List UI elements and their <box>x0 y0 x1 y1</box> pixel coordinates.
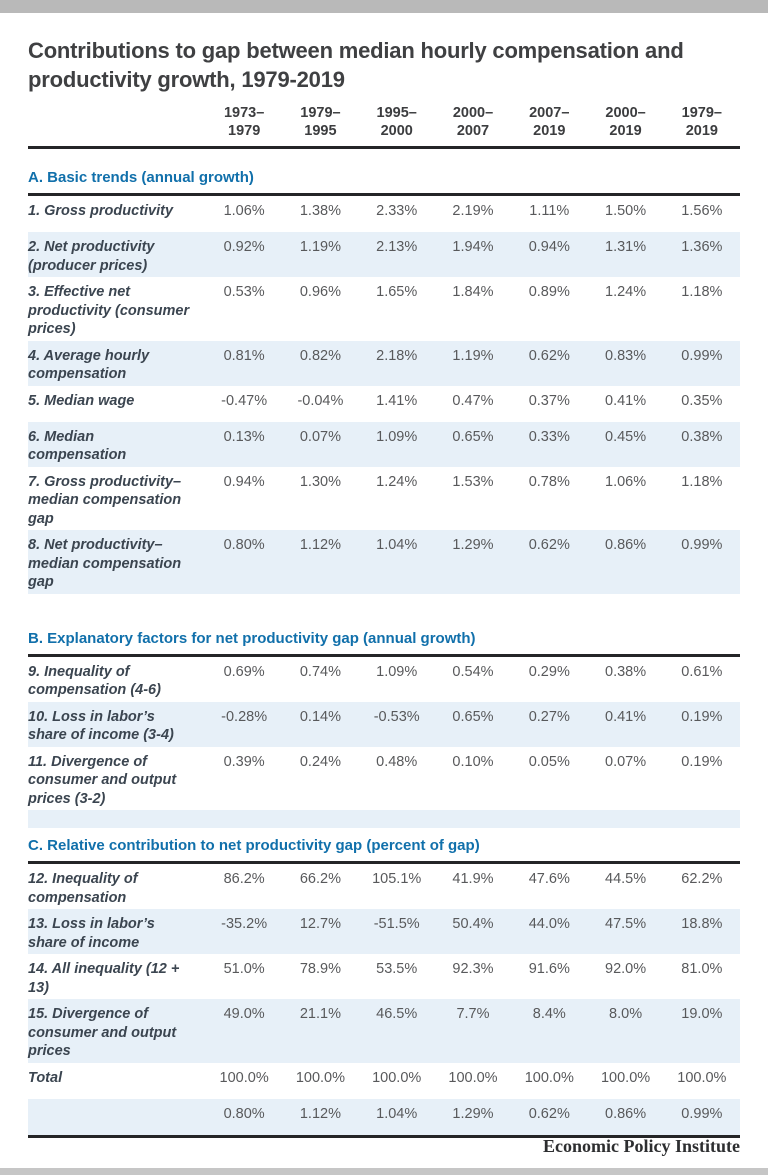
cell-value: 0.47% <box>452 392 494 409</box>
cell-value: 92.3% <box>452 961 494 977</box>
cell-value: 81.0% <box>681 961 723 977</box>
bottom-bar <box>0 1168 768 1175</box>
cell-value: 0.81% <box>223 347 265 364</box>
cell-value: 0.53% <box>223 284 265 300</box>
column-header-line1: 1995– <box>376 105 417 121</box>
cell-value: -0.53% <box>373 708 420 725</box>
cell-value: 50.4% <box>452 916 494 932</box>
cell-value: 1.38% <box>299 203 341 219</box>
table-figure <box>0 37 768 1138</box>
footer-brand: Economic Policy Institute <box>543 1136 740 1156</box>
cell-value: 62.2% <box>681 871 723 887</box>
row-label: 3. Effective net productivity (consumer prices) <box>28 284 190 337</box>
section-header: A. Basic trends (annual growth) <box>28 149 740 196</box>
cell-value: 0.80% <box>223 537 265 553</box>
column-header-line2: 2019 <box>533 123 566 139</box>
cell-value: 8.4% <box>532 1006 566 1022</box>
cell-value: 1.30% <box>299 473 341 490</box>
cell-value: 86.2% <box>223 871 265 887</box>
cell-value: 0.99% <box>681 1105 723 1122</box>
cell-value: 0.38% <box>605 663 647 680</box>
column-header-line1: 2000– <box>605 105 646 121</box>
table-body <box>28 149 740 1138</box>
cell-value: 1.19% <box>299 239 341 255</box>
cell-value: 0.14% <box>299 708 341 725</box>
cell-value: 1.31% <box>605 239 647 255</box>
table-row <box>28 909 740 954</box>
column-header <box>435 104 511 140</box>
row-label: 8. Net productivity–median compensation gap <box>28 537 182 590</box>
cell-value: 2.33% <box>376 203 418 219</box>
cell-value: 100.0% <box>600 1069 651 1086</box>
table-row <box>28 747 740 811</box>
column-header <box>282 104 358 140</box>
cell-value: 0.24% <box>299 753 341 770</box>
cell-value: 0.62% <box>528 347 570 364</box>
column-header <box>206 104 282 140</box>
cell-value: 0.33% <box>528 428 570 445</box>
column-header-row <box>28 104 740 149</box>
page-title: Contributions to gap between median hourly compensation and productivity growth, 1979-2019 <box>28 38 684 92</box>
cell-value: 0.83% <box>605 347 647 364</box>
cell-value: 1.11% <box>529 203 570 219</box>
column-header-line2: 1979 <box>228 123 261 139</box>
cell-value: 0.62% <box>528 537 570 553</box>
cell-value: 18.8% <box>681 916 723 932</box>
cell-value: 0.13% <box>223 428 265 445</box>
row-label: 12. Inequality of compensation <box>28 871 138 906</box>
section-spacer <box>28 594 740 610</box>
cell-value: 0.96% <box>299 284 341 300</box>
cell-value: 0.65% <box>452 708 494 725</box>
cell-value: 1.36% <box>681 239 723 255</box>
section-header: B. Explanatory factors for net productivity gap (annual growth) <box>28 610 740 657</box>
cell-value: 0.89% <box>528 284 570 300</box>
cell-value: 66.2% <box>299 871 341 887</box>
cell-value: 100.0% <box>372 1069 422 1086</box>
cell-value: 2.13% <box>376 239 418 255</box>
cell-value: 1.09% <box>376 428 418 445</box>
table-row <box>28 702 740 747</box>
cell-value: -0.28% <box>221 708 268 725</box>
cell-value: 0.27% <box>528 708 570 725</box>
cell-value: 0.61% <box>681 663 723 680</box>
table-row <box>28 341 740 386</box>
column-header <box>511 104 587 140</box>
cell-value: 0.99% <box>681 537 723 553</box>
row-label: 15. Divergence of consumer and output prices <box>28 1006 177 1059</box>
cell-value: 0.94% <box>223 473 265 490</box>
cell-value: 0.86% <box>605 1105 647 1122</box>
cell-value: 0.05% <box>528 753 570 770</box>
cell-value: 1.29% <box>452 1105 494 1122</box>
cell-value: 53.5% <box>376 961 418 977</box>
cell-value: -51.5% <box>373 916 420 932</box>
row-label: 5. Median wage <box>28 392 135 409</box>
cell-value: 12.7% <box>299 916 341 932</box>
table-row <box>28 422 740 467</box>
cell-value: 0.62% <box>528 1105 570 1122</box>
cell-value: 1.19% <box>452 347 494 364</box>
cell-value: -0.47% <box>221 392 268 409</box>
cell-value: 2.19% <box>452 203 494 219</box>
table-row <box>28 999 740 1063</box>
cell-value: 1.29% <box>452 537 494 553</box>
cell-value: 1.12% <box>299 537 341 553</box>
cell-value: 0.41% <box>605 708 647 725</box>
row-label: 11. Divergence of consumer and output prices (3-2) <box>28 753 177 807</box>
cell-value: 0.94% <box>528 239 570 255</box>
cell-value: 1.24% <box>376 473 418 490</box>
cell-value: 100.0% <box>295 1069 346 1086</box>
cell-value: 19.0% <box>681 1006 723 1022</box>
column-header-line1: 1979– <box>681 105 722 121</box>
table-row <box>28 657 740 702</box>
cell-value: 1.24% <box>605 284 647 300</box>
section-spacer <box>28 810 740 828</box>
cell-value: 1.18% <box>681 284 723 300</box>
cell-value: 0.07% <box>605 753 647 770</box>
cell-value: 1.04% <box>376 537 418 553</box>
cell-value: 0.99% <box>681 347 723 364</box>
table-row <box>28 232 740 277</box>
cell-value: 0.86% <box>605 537 647 553</box>
row-label: 4. Average hourly compensation <box>28 347 150 382</box>
cell-value: 0.92% <box>223 239 265 255</box>
cell-value: 1.53% <box>452 473 494 490</box>
cell-value: 92.0% <box>605 961 647 977</box>
cell-value: -35.2% <box>221 916 268 932</box>
cell-value: 8.0% <box>609 1006 643 1022</box>
cell-value: 1.65% <box>376 284 418 300</box>
row-label: 6. Median compensation <box>28 428 127 463</box>
cell-value: 100.0% <box>677 1069 727 1086</box>
cell-value: 100.0% <box>524 1069 574 1086</box>
cell-value: 1.06% <box>605 473 647 490</box>
cell-value: 21.1% <box>299 1006 341 1022</box>
column-header <box>587 104 663 140</box>
cell-value: 1.41% <box>376 392 418 409</box>
cell-value: 47.6% <box>528 871 570 887</box>
row-label: 2. Net productivity (producer prices) <box>28 239 155 274</box>
cell-value: 0.65% <box>452 428 494 445</box>
table-row <box>28 954 740 999</box>
top-bar <box>0 0 768 13</box>
table-row <box>28 1063 740 1099</box>
table-row <box>28 530 740 594</box>
cell-value: 51.0% <box>223 961 265 977</box>
cell-value: 0.19% <box>681 753 723 770</box>
cell-value: 78.9% <box>299 961 341 977</box>
column-header-line1: 2007– <box>529 105 570 121</box>
cell-value: 91.6% <box>528 961 570 977</box>
cell-value: 0.74% <box>299 663 341 680</box>
row-label: 7. Gross productivity–median compensation gap <box>28 473 182 527</box>
table-row <box>28 467 740 531</box>
cell-value: 1.50% <box>605 203 647 219</box>
cell-value: 0.82% <box>299 347 341 364</box>
cell-value: 1.09% <box>376 663 418 680</box>
cell-value: 0.48% <box>376 753 418 770</box>
cell-value: 0.80% <box>223 1105 265 1122</box>
cell-value: 0.78% <box>528 473 570 490</box>
cell-value: 47.5% <box>605 916 647 932</box>
row-label: 1. Gross productivity <box>28 203 174 219</box>
cell-value: 1.06% <box>223 203 265 219</box>
cell-value: 2.18% <box>376 347 418 364</box>
table-row <box>28 386 740 422</box>
cell-value: 0.35% <box>681 392 723 409</box>
cell-value: 0.54% <box>452 663 494 680</box>
cell-value: 0.37% <box>528 392 570 409</box>
table-row <box>28 1099 740 1135</box>
cell-value: 49.0% <box>223 1006 265 1022</box>
cell-value: 1.56% <box>681 203 723 219</box>
cell-value: 7.7% <box>456 1006 490 1022</box>
cell-value: -0.04% <box>297 392 344 409</box>
cell-value: 44.5% <box>605 871 647 887</box>
cell-value: 100.0% <box>448 1069 498 1086</box>
table-row <box>28 196 740 232</box>
column-header-line2: 2007 <box>456 123 490 139</box>
cell-value: 0.69% <box>223 663 265 680</box>
cell-value: 0.19% <box>681 708 723 725</box>
cell-value: 0.41% <box>605 392 647 409</box>
cell-value: 0.38% <box>681 428 723 445</box>
column-header <box>664 104 740 140</box>
cell-value: 0.45% <box>605 428 647 445</box>
table-row <box>28 864 740 909</box>
cell-value: 0.10% <box>452 753 494 770</box>
column-header-line2: 2019 <box>685 123 718 139</box>
cell-value: 1.12% <box>299 1105 341 1122</box>
cell-value: 1.94% <box>452 239 494 255</box>
section-header: C. Relative contribution to net productivity gap (percent of gap) <box>28 828 740 864</box>
cell-value: 105.1% <box>372 871 422 887</box>
cell-value: 41.9% <box>452 871 494 887</box>
column-header-line2: 1995 <box>304 123 337 139</box>
cell-value: 0.39% <box>223 753 265 770</box>
row-label: Total <box>28 1069 63 1086</box>
row-label: 14. All inequality (12 + 13) <box>28 961 180 996</box>
column-header-line2: 2019 <box>609 123 642 139</box>
cell-value: 1.84% <box>452 284 494 300</box>
column-header-line1: 2000– <box>452 105 494 121</box>
cell-value: 1.04% <box>376 1105 418 1122</box>
column-header-line1: 1973– <box>223 105 265 121</box>
row-label: 9. Inequality of compensation (4-6) <box>28 663 161 698</box>
column-header-line2: 2000 <box>380 123 413 139</box>
cell-value: 100.0% <box>219 1069 269 1086</box>
table-row <box>28 277 740 341</box>
cell-value: 0.29% <box>528 663 570 680</box>
cell-value: 1.18% <box>681 473 723 490</box>
cell-value: 0.07% <box>299 428 341 445</box>
row-label: 10. Loss in labor’s share of income (3-4) <box>28 708 174 743</box>
column-header <box>359 104 435 140</box>
column-header-line1: 1979– <box>300 105 341 121</box>
cell-value: 46.5% <box>376 1006 418 1022</box>
cell-value: 44.0% <box>528 916 570 932</box>
row-label: 13. Loss in labor’s share of income <box>28 916 155 951</box>
